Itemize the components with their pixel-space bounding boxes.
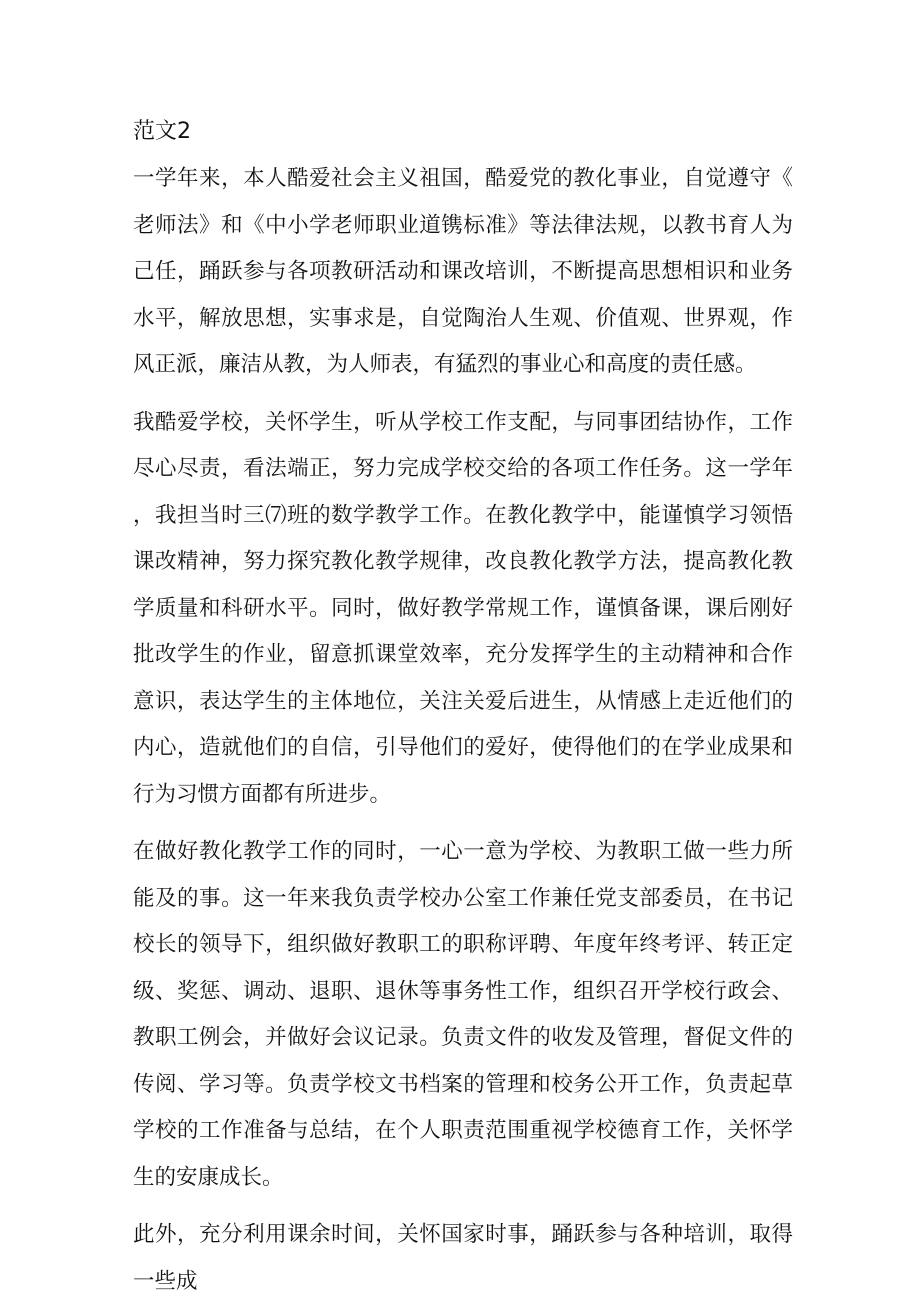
paragraph-4: 此外，充分利用课余时间，关怀国家时事，踊跃参与各种培训，取得一些成 — [133, 1222, 793, 1294]
paragraph-1: 一学年来，本人酷爱社会主义祖国，酷爱党的教化事业，自觉遵守《老师法》和《中小学老师职业道镌标准》等法律法规，以教书育人为己任，踊跃参与各项教研活动和课改培训，不断提高思想相识和业务水平，解放思想，实事求是，自觉陶治人生观、价值观、世界观，作风正派，廉洁从教，为人师表，有猛烈的事业心和高度的责任感。 — [133, 166, 793, 377]
paragraph-2: 我酷爱学校，关怀学生，听从学校工作支配，与同事团结协作，工作尽心尽责，看法端正，努力完成学校交给的各项工作任务。这一学年，我担当时三⑺班的数学教学工作。在教化教学中，能谨慎学习领悟课改精神，努力探究教化教学规律，改良教化教学方法，提高教化教学质量和科研水平。同时，做好教学常规工作，谨慎备课，课后刚好批改学生的作业，留意抓课堂效率，充分发挥学生的主动精神和合作意识，表达学生的主体地位，关注关爱后进生，从情感上走近他们的内心，造就他们的自信，引导他们的爱好，使得他们的在学业成果和行为习惯方面都有所进步。 — [133, 409, 793, 807]
document-body — [133, 112, 793, 1316]
paragraph-3: 在做好教化教学工作的同时，一心一意为学校、为教职工做一些力所能及的事。这一年来我负责学校办公室工作兼任党支部委员，在书记校长的领导下，组织做好教职工的职称评聘、年度年终考评、转正定级、奖惩、调动、退职、退休等事务性工作，组织召开学校行政会、教职工例会，并做好会议记录。负责文件的收发及管理，督促文件的传阅、学习等。负责学校文书档案的管理和校务公开工作，负责起草学校的工作准备与总结，在个人职责范围重视学校德育工作，关怀学生的安康成长。 — [133, 839, 793, 1190]
document-heading: 范文2 — [133, 119, 191, 144]
